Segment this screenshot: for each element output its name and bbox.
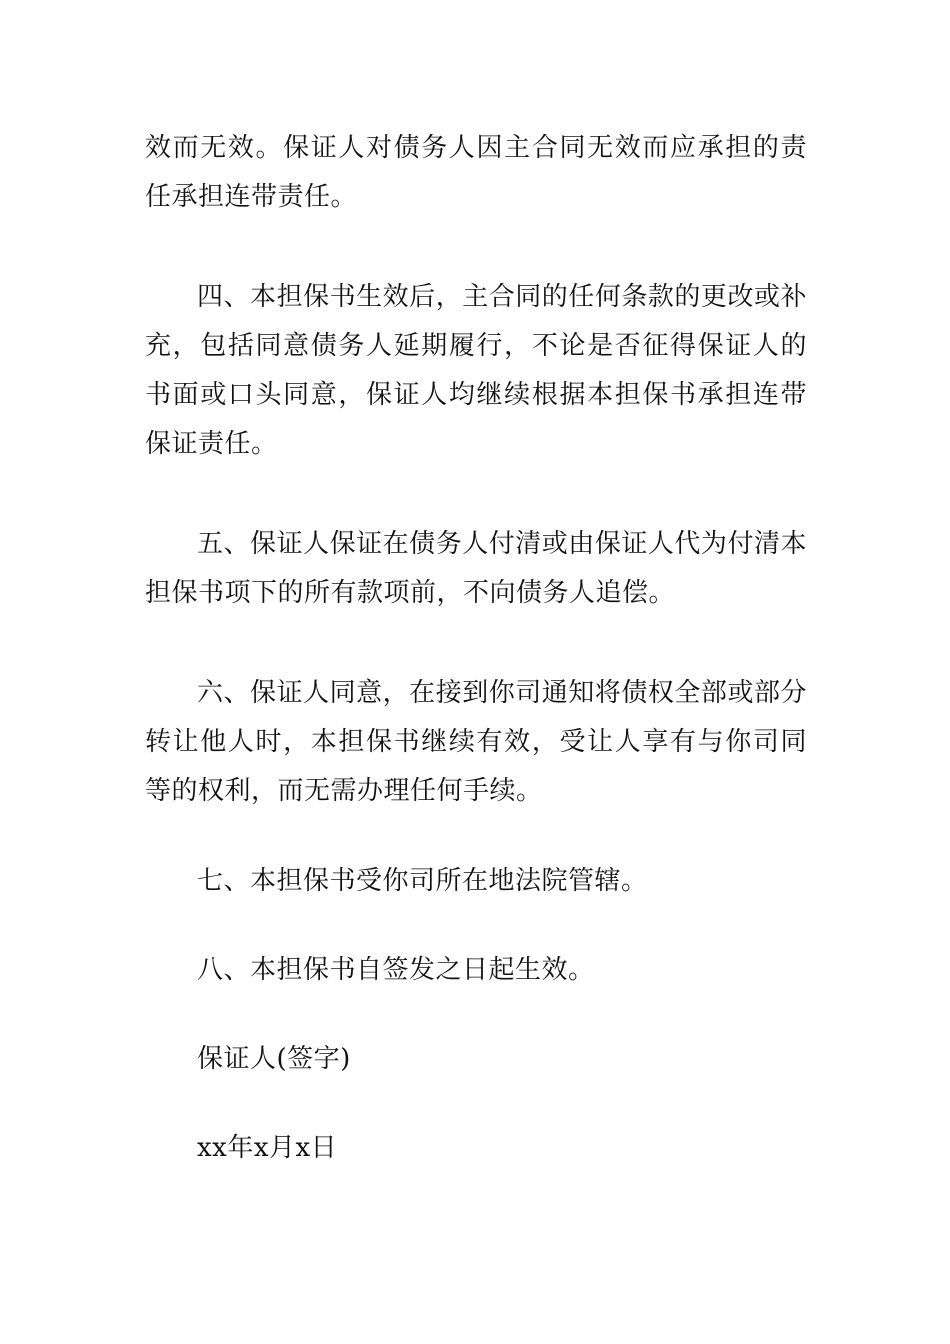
paragraph-clause-7: 七、本担保书受你司所在地法院管辖。 (197, 866, 648, 896)
paragraph-clause-6: 六、保证人同意，在接到你司通知将债权全部或部分转让他人时，本担保书继续有效，受让人享有与你司同等的权利，而无需办理任何手续。 (145, 678, 807, 806)
signature-label: 保证人(签字) (197, 1044, 351, 1074)
paragraph-continuation: 效而无效。保证人对债务人因主合同无效而应承担的责任承担连带责任。 (145, 133, 807, 212)
paragraph-clause-4: 四、本担保书生效后，主合同的任何条款的更改或补充，包括同意债务人延期履行，不论是否征得保证人的书面或口头同意，保证人均继续根据本担保书承担连带保证责任。 (145, 282, 807, 459)
paragraph-clause-8: 八、本担保书自签发之日起生效。 (197, 955, 595, 985)
date-line: xx年x月x日 (197, 1133, 338, 1163)
document-body (145, 124, 807, 1173)
paragraph-clause-5: 五、保证人保证在债务人付清或由保证人代为付清本担保书项下的所有款项前，不向债务人追偿。 (145, 529, 807, 608)
